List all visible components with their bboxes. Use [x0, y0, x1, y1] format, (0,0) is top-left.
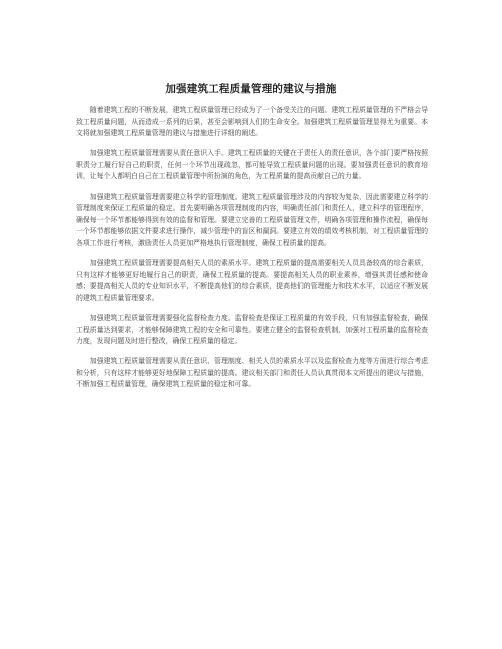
paragraph-supervision: 加强建筑工程质量管理需要强化监督检查力度。监督检查是保证工程质量的有效手段，只有加强监督检查，确保工程质量达到要求，才能够保障建筑工程的安全和可靠性。要建立健全的监督检查机制，加强对工程质量的监督检查力度，发现问题及时进行整改，确保工程质量的稳定。 — [76, 313, 428, 346]
paragraph-intro: 随着建筑工程的不断发展，建筑工程质量管理已经成为了一个备受关注的问题。建筑工程质量管理的不严格会导致工程质量问题，从而造成一系列的后果，甚至会影响到人们的生命安全。加强建筑工程质量管理显得尤为重要。本文将就加强建筑工程质量管理的建议与措施进行详细的阐述。 — [76, 106, 428, 138]
paragraph-conclusion: 加强建筑工程质量管理需要从责任意识、管理制度、相关人员的素质水平以及监督检查力度等方面进行综合考虑和分析，只有这样才能够更好地保障工程质量的提高。建议相关部门和责任人员认真贯彻本文所提出的建议与措施，不断加强工程质量管理，确保建筑工程质量的稳定和可靠。 — [76, 357, 428, 389]
document-title: 加强建筑工程质量管理的建议与措施 — [165, 83, 337, 95]
document-body — [76, 105, 428, 399]
paragraph-responsibility: 加强建筑工程质量管理需要从责任意识入手。建筑工程质量的关键在于责任人的责任意识，各个部门要严格按照职责分工履行好自己的职责，任何一个环节出现疏忽，都可能导致工程质量问题的出现。要加强责任意识的教育培训，让每个人都明白自己在工程质量管理中所扮演的角色，为工程质量的提高贡献自己的力量。 — [76, 149, 428, 181]
paragraph-personnel-quality: 加强建筑工程质量管理需要提高相关人员的素质水平。建筑工程质量的提高需要相关人员具备较高的综合素质，只有这样才能够更好地履行自己的职责，确保工程质量的提高。要提高相关人员的职业素养，增强其责任感和使命感；要提高相关人员的专业知识水平，不断提高他们的综合素质，提高他们的管理能力和技术水平，以适应不断发展的建筑工程质量管理要求。 — [76, 259, 428, 302]
paragraph-management-system: 加强建筑工程质量管理需要建立科学的管理制度。建筑工程质量管理涉及的内容较为复杂，因此需要建立科学的管理制度来保证工程质量的稳定。首先要明确各项管理制度的内容，明确责任部门和责任人，建立科学的管理程序，确保每一个环节都能够得到有效的监督和管理。要建立完善的工程质量管理文件，明确各项管理和操作流程，确保每一个环节都能够依据文件要求进行操作，减少管理中的盲区和漏洞。要建立有效的绩效考核机制，对工程质量管理的各项工作进行考核，激励责任人员更加严格地执行管理制度，确保工程质量的提高。 — [76, 192, 428, 247]
